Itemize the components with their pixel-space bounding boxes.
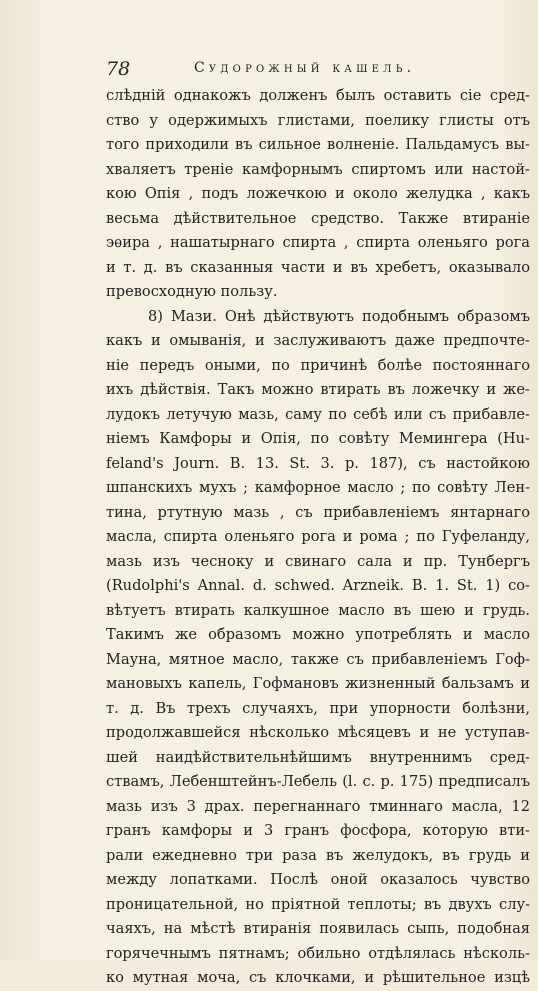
text-line: горячечнымъ пятнамъ; обильно отдѣлялась нѣсколь-	[106, 944, 530, 962]
text-line: чаяхъ, на мѣстѣ втиранія появилась сыпь, подобная	[106, 920, 530, 937]
text-line: шей наидѣйствительнѣйшимъ внутреннимъ сред-	[106, 748, 530, 766]
text-line: тина, ртутную мазь , съ прибавленіемъ янтарнаго	[106, 503, 530, 521]
text-line: (Rudolphi's Annal. d. schwed. Arzneik. B. 1. St. 1) со-	[106, 577, 530, 594]
text-line: Мауна, мятное масло, также съ прибавленіемъ Гоф-	[106, 650, 530, 668]
text-line: гранъ камфоры и 3 гранъ фосфора, которую вти-	[106, 822, 530, 839]
body-text	[106, 84, 530, 991]
text-line: какъ и омыванія, и заслуживаютъ даже предпочте-	[106, 332, 530, 349]
text-line: того приходили въ сильное волненіе. Пальдамусъ вы-	[106, 136, 530, 153]
text-line: ихъ дѣйствія. Такъ можно втирать въ ложечку и же-	[106, 381, 530, 398]
text-line: ніе передъ оными, по причинѣ болѣе постояннаго	[106, 356, 530, 374]
text-line: Такимъ же образомъ можно употреблять и масло	[106, 626, 530, 643]
text-line: ство у одержимыхъ глистами, поелику глисты отъ	[106, 111, 530, 129]
running-title: Судорожный кашель.	[194, 60, 416, 76]
page-header	[106, 58, 446, 84]
text-line: вѣтуетъ втирать калкушное масло въ шею и грудь.	[106, 601, 530, 619]
text-line: весьма дѣйствительное средство. Также втираніе	[106, 209, 530, 227]
text-line: превосходную пользу.	[106, 283, 278, 300]
text-line: рали ежедневно три раза въ желудокъ, въ грудь и	[106, 846, 530, 864]
text-line: масла, спирта оленьяго рога и рома ; по Гуфеланду,	[106, 528, 530, 545]
text-line: шпанскихъ мухъ ; камфорное масло ; по совѣту Лен-	[106, 479, 530, 496]
page-number: 78	[106, 58, 131, 80]
text-line: мановыхъ капель, Гофмановъ жизненный бальзамъ и	[106, 675, 530, 692]
text-line: слѣдній однакожъ долженъ былъ оставить сіе сред-	[106, 87, 530, 104]
text-line: кою Опія , подъ ложечкою и около желудка , какъ	[106, 185, 530, 202]
text-line: ніемъ Камфоры и Опія, по совѣту Мемингера (Hu-	[106, 430, 530, 447]
text-line: т. д. Въ трехъ случаяхъ, при упорности болѣзни,	[106, 699, 530, 717]
text-line: мазь изъ 3 драх. перегнаннаго тминнаго масла, 12	[106, 797, 530, 815]
text-line: между лопатками. Послѣ оной оказалось чувство	[106, 871, 530, 888]
text-line: ствамъ, Лебенштейнъ-Лебель (l. c. p. 175) предписалъ	[106, 773, 530, 790]
text-line: мазь изъ чесноку и свинаго сала и пр. Тунбергъ	[106, 552, 530, 570]
text-line: хваляетъ треніе камфорнымъ спиртомъ или настой-	[106, 160, 530, 178]
text-line: feland's Journ. B. 13. St. 3. p. 187), съ настойкою	[106, 454, 530, 472]
text-line: 8) Мази. Онѣ дѣйствуютъ подобнымъ образомъ	[148, 307, 530, 325]
text-line: и т. д. въ сказанныя части и въ хребетъ, оказывало	[106, 258, 530, 276]
text-line: лудокъ летучую мазь, саму по себѣ или съ прибавле-	[106, 405, 530, 423]
text-line: ко мутная моча, съ клочками, и рѣшительное изцѣ	[106, 969, 530, 986]
text-line: эѳира , нашатырнаго спирта , спирта оленьяго рога	[106, 234, 530, 251]
text-line: проницательной, но пріятной теплоты; въ двухъ слу-	[106, 895, 530, 913]
text-line: продолжавшейся нѣсколько мѣсяцевъ и не уступав-	[106, 724, 530, 741]
